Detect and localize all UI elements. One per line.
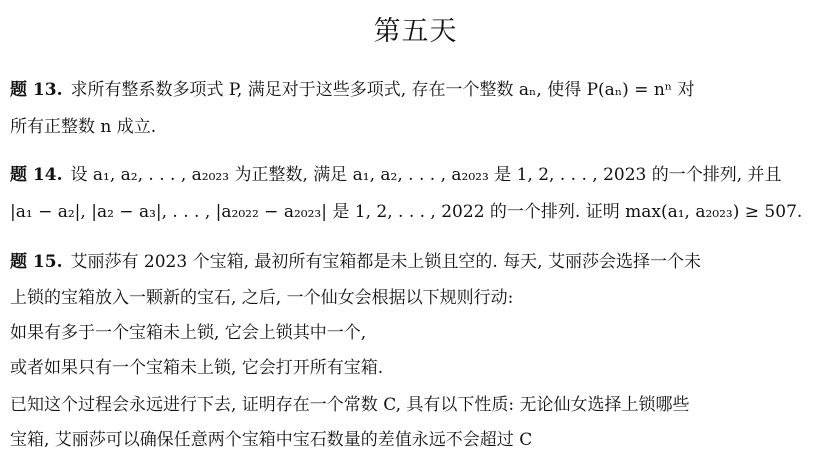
problem-15-line-3 [10,320,821,346]
problem-15-text-4: 或者如果只有一个宝箱未上锁, 它会打开所有宝箱. [10,358,384,378]
problem-13-text-2: 所有正整数 n 成立. [10,117,157,137]
problem-14-text-1: 设 a₁, a₂, . . . , a₂₀₂₃ 为正整数, 满足 a₁, a₂, . . . , a₂₀₂₃ 是 1, 2, . . . , 2023 的一个排列, 并且 [70,165,782,185]
problem-15-line-6 [10,427,821,453]
problem-13-line-2 [10,114,821,140]
problem-13-line-1 [10,77,821,103]
problem-14-line-2 [10,199,821,225]
problem-15-line-4 [10,355,821,381]
problem-13-text-1: 求所有整系数多项式 P, 满足对于这些多项式, 存在一个整数 aₙ, 使得 P(aₙ) = nⁿ 对 [70,80,695,100]
problem-14-line-1 [10,162,821,188]
problem-14-text-2: |a₁ − a₂|, |a₂ − a₃|, . . . , |a₂₀₂₂ − a₂₀₂₃| 是 1, 2, . . . , 2022 的一个排列. 证明 max(a₁, a₂₀₂₃) ≥ 507. [10,202,803,222]
problem-15-line-2 [10,285,821,311]
problem-15-text-2: 上锁的宝箱放入一颗新的宝石, 之后, 一个仙女会根据以下规则行动: [10,288,514,308]
problem-15-line-5 [10,392,821,418]
problem-13-label: 题 13. [10,80,63,100]
page-title: 第五天 [373,16,458,47]
problem-15-text-1: 艾丽莎有 2023 个宝箱, 最初所有宝箱都是未上锁且空的. 每天, 艾丽莎会选择一个未 [70,252,701,272]
problem-15-text-3: 如果有多于一个宝箱未上锁, 它会上锁其中一个, [10,323,367,343]
problem-15-text-6: 宝箱, 艾丽莎可以确保任意两个宝箱中宝石数量的差值永远不会超过 C [10,430,533,450]
problem-15-line-1 [10,249,821,275]
problem-15-label: 题 15. [10,252,63,272]
problem-14-label: 题 14. [10,165,63,185]
problem-13-label-wrap [10,77,695,103]
problem-15-text-5: 已知这个过程会永远进行下去, 证明存在一个常数 C, 具有以下性质: 无论仙女选择上锁哪些 [10,395,690,415]
